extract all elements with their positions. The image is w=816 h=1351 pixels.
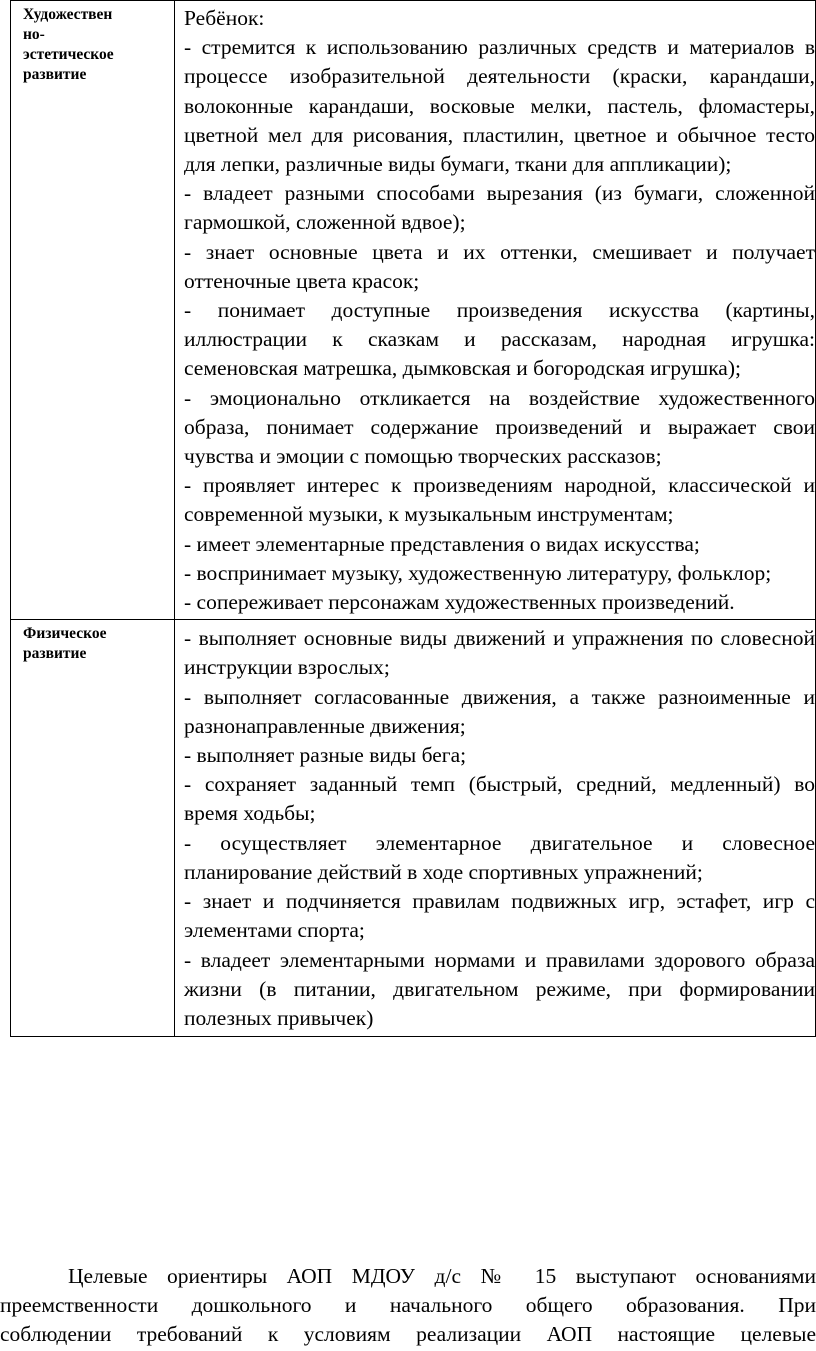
list-item: - понимает доступные произведения искусства (картины, иллюстрации к сказкам и рассказам, народная игрушка: семеновская матрешка, дымковская и богородская игрушка); — [184, 298, 815, 381]
row-label-line: Художествен — [23, 6, 113, 23]
row-label-line: эстетическое — [23, 46, 114, 63]
row-label-line: но- — [23, 26, 45, 43]
footer-line: преемственности дошкольного и начального общего образования. При — [0, 1293, 816, 1317]
list-item: - сохраняет заданный темп (быстрый, средний, медленный) во время ходьбы; — [184, 772, 815, 826]
list-item: - владеет разными способами вырезания (из бумаги, сложенной гармошкой, сложенной вдвое); — [184, 181, 815, 235]
footer-paragraph — [0, 1262, 816, 1349]
row-content-artistic — [175, 1, 816, 620]
footer-line: Целевые ориентиры АОП МДОУ д/с № 15 выступают основаниями — [68, 1264, 816, 1288]
row-label-line: Физическое — [23, 625, 107, 643]
list-item: - сопереживает персонажам художественных произведений. — [184, 590, 735, 615]
list-item: - воспринимает музыку, художественную литературу, фольклор; — [184, 560, 772, 585]
list-item: - проявляет интерес к произведениям народной, классической и современной музыки, к музыкальным инструментам; — [184, 473, 815, 527]
footer-line: соблюдении требований к условиям реализации АОП настоящие целевые — [0, 1322, 816, 1346]
list-item: - имеет элементарные представления о видах искусства; — [184, 531, 700, 556]
list-item: - знает и подчиняется правилам подвижных игр, эстафет, игр с элементами спорта; — [184, 889, 815, 943]
row-label-artistic — [11, 1, 175, 620]
list-item: - стремится к использованию различных средств и материалов в процессе изобразительной деятельности (краски, карандаши, волоконные карандаши, восковые мелки, пастель, фломастеры, цветной мел для рисования, пластилин, цветное и обычное тесто для лепки, различные виды бумаги, ткани для аппликации); — [184, 35, 815, 177]
row-label-line: развитие — [23, 645, 87, 663]
row-label-line: развитие — [23, 66, 87, 83]
list-item: - выполняет согласованные движения, а также разноименные и разнонаправленные движения; — [184, 684, 815, 738]
table-row-artistic — [11, 1, 816, 620]
row-label-physical — [11, 620, 175, 1037]
list-item: - владеет элементарными нормами и правилами здорового образа жизни (в питании, двигательном режиме, при формировании полезных привычек) — [184, 947, 815, 1030]
outcomes-table — [10, 0, 816, 1037]
list-item: - эмоционально откликается на воздействие художественного образа, понимает содержание произведений и выражает свои чувства и эмоции с помощью творческих рассказов; — [184, 385, 815, 469]
list-item: - осуществляет элементарное двигательное и словесное планирование действий в ходе спортивных упражнений; — [184, 830, 815, 884]
table-row-physical — [11, 620, 816, 1037]
list-item: - выполняет основные виды движений и упражнения по словесной инструкции взрослых; — [184, 626, 815, 680]
row-content-physical — [175, 620, 816, 1037]
intro-text: Ребёнок: — [184, 6, 265, 30]
list-item: - выполняет разные виды бега; — [184, 743, 467, 768]
list-item: - знает основные цвета и их оттенки, смешивает и получает оттеночные цвета красок; — [184, 239, 815, 293]
